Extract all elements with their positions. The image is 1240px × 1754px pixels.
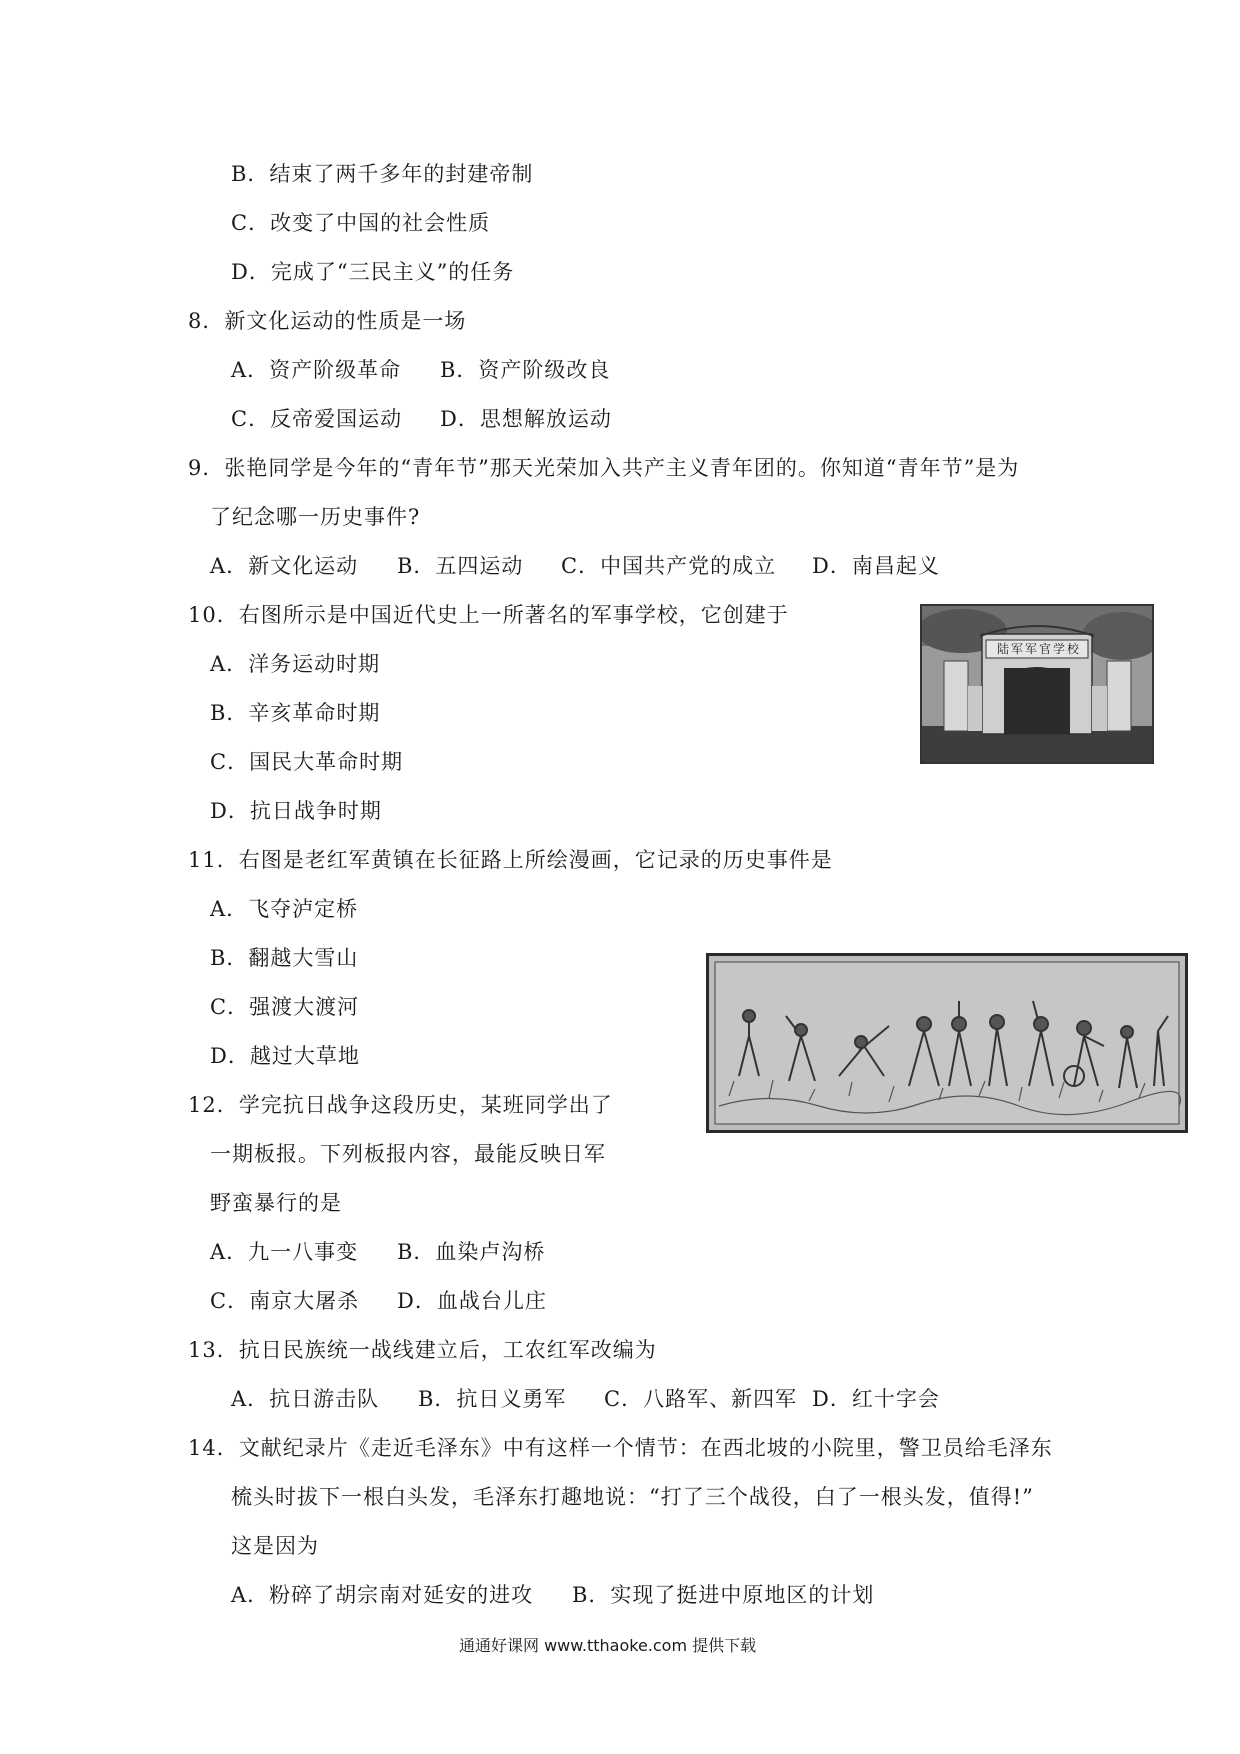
q11-option-d: D．越过大草地 [210,1044,360,1068]
academy-gate-illustration [922,606,1152,762]
page-footer: 通通好课网 www.tthaoke.com 提供下载 [459,1636,757,1655]
q12-stem-line2: 一期板报。下列板报内容，最能反映日军 [210,1142,606,1166]
q14-option-a: A．粉碎了胡宗南对延安的进攻 [231,1583,534,1607]
q9-option-b: B．五四运动 [397,554,524,578]
q8-stem: 8．新文化运动的性质是一场 [188,309,467,333]
military-academy-photo [920,604,1154,764]
q12-option-b: B．血染卢沟桥 [397,1240,546,1264]
q11-option-b: B．翻越大雪山 [210,946,359,970]
q10-option-d: D．抗日战争时期 [210,799,382,823]
q7-option-d: D．完成了“三民主义”的任务 [231,260,515,284]
q13-option-d: D．红十字会 [812,1387,940,1411]
q12-option-a: A．九一八事变 [210,1240,359,1264]
q9-stem-line1: 9．张艳同学是今年的“青年节”那天光荣加入共产主义青年团的。你知道“青年节”是为 [188,456,1020,480]
q11-option-a: A．飞夺泸定桥 [210,897,359,921]
q10-stem: 10．右图所示是中国近代史上一所著名的军事学校，它创建于 [188,603,789,627]
q11-stem: 11．右图是老红军黄镇在长征路上所绘漫画，它记录的历史事件是 [188,848,833,872]
q14-option-b: B．实现了挺进中原地区的计划 [572,1583,875,1607]
q7-option-b: B．结束了两千多年的封建帝制 [231,162,534,186]
q11-option-c: C．强渡大渡河 [210,995,360,1019]
long-march-sketch-illustration [709,956,1185,1130]
q13-stem: 13．抗日民族统一战线建立后，工农红军改编为 [188,1338,657,1362]
q8-option-d: D．思想解放运动 [440,407,612,431]
q10-option-b: B．辛亥革命时期 [210,701,381,725]
academy-gate-sign: 陆军军官学校 [996,642,1081,656]
q9-stem-line2: 了纪念哪一历史事件? [210,505,421,529]
q8-option-c: C．反帝爱国运动 [231,407,403,431]
q12-stem-line1: 12．学完抗日战争这段历史，某班同学出了 [188,1093,613,1117]
q7-option-c: C．改变了中国的社会性质 [231,211,491,235]
q8-option-b: B．资产阶级改良 [440,358,611,382]
q14-stem-line1: 14．文献纪录片《走近毛泽东》中有这样一个情节：在西北坡的小院里，警卫员给毛泽东 [188,1436,1053,1460]
q13-option-a: A．抗日游击队 [231,1387,380,1411]
q8-option-a: A．资产阶级革命 [231,358,402,382]
q9-option-d: D．南昌起义 [812,554,940,578]
q12-option-c: C．南京大屠杀 [210,1289,360,1313]
q13-option-b: B．抗日义勇军 [418,1387,567,1411]
q14-stem-line2: 梳头时拔下一根白头发，毛泽东打趣地说：“打了三个战役，白了一根头发，值得!” [231,1485,1034,1509]
long-march-sketch [706,953,1188,1133]
q10-option-c: C．国民大革命时期 [210,750,404,774]
q9-option-a: A．新文化运动 [210,554,359,578]
q13-option-c: C．八路军、新四军 [604,1387,798,1411]
q10-option-a: A．洋务运动时期 [210,652,381,676]
q14-stem-line3: 这是因为 [231,1534,319,1558]
q12-option-d: D．血战台儿庄 [397,1289,547,1313]
q9-option-c: C．中国共产党的成立 [561,554,777,578]
q12-stem-line3: 野蛮暴行的是 [210,1191,342,1215]
